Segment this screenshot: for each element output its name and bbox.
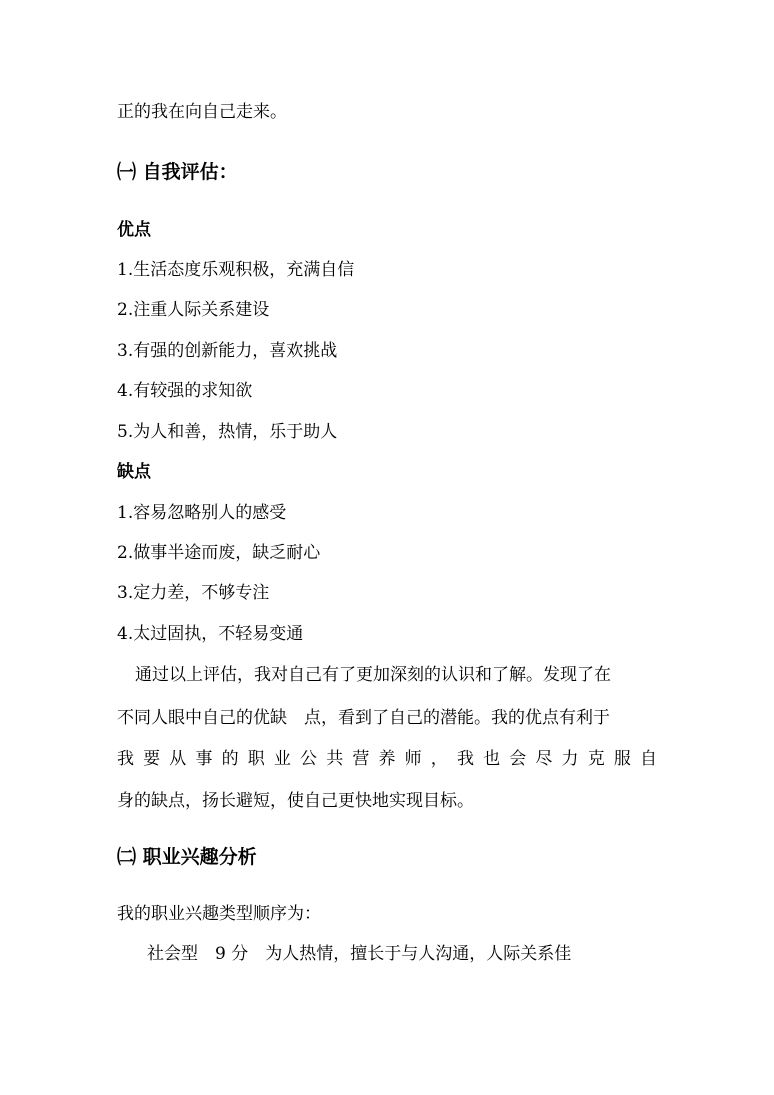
strengths-title: 优点 bbox=[117, 220, 151, 240]
section-heading-self-assessment: ㈠ 自我评估： bbox=[117, 161, 238, 183]
strength-item: 2.注重人际关系建设 bbox=[117, 300, 270, 320]
interest-item: 社会型 9 分 为人热情，擅长于与人沟通，人际关系佳 bbox=[147, 944, 572, 964]
strength-item: 5.为人和善，热情，乐于助人 bbox=[117, 422, 338, 442]
weakness-item: 1.容易忽略别人的感受 bbox=[117, 503, 287, 523]
paragraph-line: 通过以上评估，我对自己有了更加深刻的认识和了解。发现了在 bbox=[135, 665, 611, 685]
paragraph-line: 我要从事的职业公共营养师，我也会尽力克服自 bbox=[117, 749, 657, 769]
paragraph-line: 不同人眼中自己的优缺 点，看到了自己的潜能。我的优点有利于 bbox=[117, 708, 610, 728]
weaknesses-title: 缺点 bbox=[117, 462, 151, 482]
section-heading-career-interest: ㈡ 职业兴趣分析 bbox=[117, 846, 257, 868]
strength-item: 4.有较强的求知欲 bbox=[117, 381, 253, 401]
text-line: 我的职业兴趣类型顺序为： bbox=[117, 904, 321, 924]
weakness-item: 4.太过固执，不轻易变通 bbox=[117, 624, 304, 644]
paragraph-line: 身的缺点，扬长避短，使自己更快地实现目标。 bbox=[117, 791, 474, 811]
strength-item: 1.生活态度乐观积极，充满自信 bbox=[117, 260, 355, 280]
text-line: 正的我在向自己走来。 bbox=[117, 102, 287, 122]
weakness-item: 3.定力差，不够专注 bbox=[117, 583, 270, 603]
weakness-item: 2.做事半途而废，缺乏耐心 bbox=[117, 543, 321, 563]
strength-item: 3.有强的创新能力，喜欢挑战 bbox=[117, 341, 338, 361]
